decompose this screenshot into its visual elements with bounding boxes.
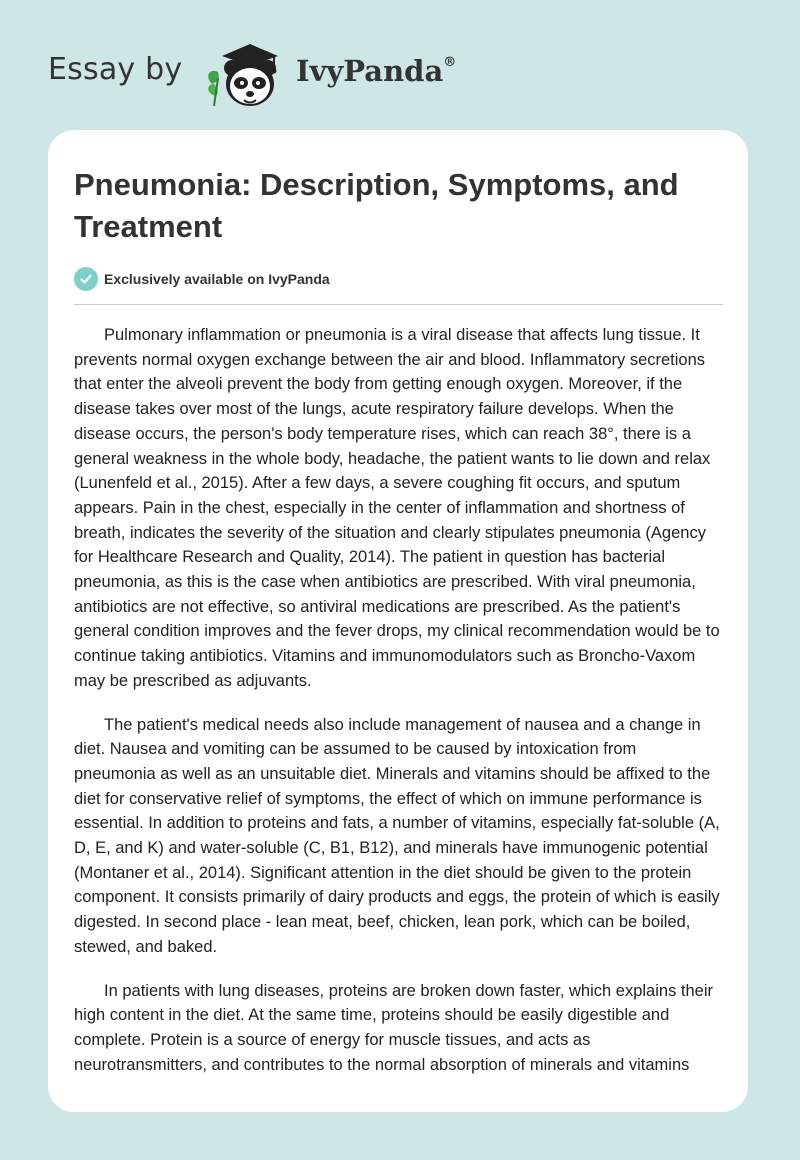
paragraph: Pulmonary inflammation or pneumonia is a viral disease that affects lung tissue. It prevents normal oxygen exchange between the air and blood. Inflammatory secretions that enter the alveoli prevent the body from getting enough oxygen. Moreover, if the disease takes over most of the lungs, acute respiratory failure develops. When the disease occurs, the person's body temperature rises, which can reach 38°, there is a general weakness in the whole body, headache, the patient wants to lie down and relax (Lunenfeld et al., 2015). After a few days, a severe coughing fit occurs, and sputum appears. Pain in the chest, especially in the center of inflammation and shortness of breath, indicates the severity of the situation and clearly stipulates pneumonia (Agency for Healthcare Research and Quality, 2014). The patient in question has bacterial pneumonia, as this is the case when antibiotics are prescribed. With viral pneumonia, antibiotics are not effective, so antiviral medications are prescribed. As the patient's general condition improves and the fever drops, my clinical recommendation would be to continue taking antibiotics. Vitamins and immunomodulators such as Broncho-Vaxom may be prescribed as adjuvants. [74,326,720,690]
check-icon [74,267,98,291]
paragraph: In patients with lung diseases, proteins are broken down faster, which explains their high content in the diet. At the same time, proteins should be easily digestible and complete. Protein is a source of energy for muscle tissues, and acts as neurotransmitters, and contributes to the normal absorption of minerals and vitamins [74,981,714,1074]
registered-mark: ® [443,55,457,71]
brand-name[interactable]: IvyPanda® [296,54,457,88]
essay-body [74,323,722,1077]
page-title: Pneumonia: Description, Symptoms, and Treatment [74,167,679,244]
essay-card [48,130,748,1112]
panda-logo-icon [202,34,294,112]
paragraph: The patient's medical needs also include management of nausea and a change in diet. Nausea and vomiting can be assumed to be caused by intoxication from pneumonia as well as an unsuitable diet. Minerals and vitamins should be affixed to the diet for conservative relief of symptoms, the effect of which on immune performance is essential. In addition to proteins and fats, a number of vitamins, especially fat-soluble (A, D, E, and K) and water-soluble (C, B1, B12), and minerals have immunogenic potential (Montaner et al., 2014). Significant attention in the diet should be given to the protein component. It consists primarily of dairy products and eggs, the protein of which is easily digested. In second place - lean meat, beef, chicken, lean pork, which can be boiled, stewed, and baked. [74,715,720,956]
divider [74,304,723,305]
essay-by-label: Essay by [48,52,183,87]
exclusive-badge-label: Exclusively available on IvyPanda [104,271,330,287]
exclusive-badge [74,266,722,292]
site-header [48,34,528,114]
